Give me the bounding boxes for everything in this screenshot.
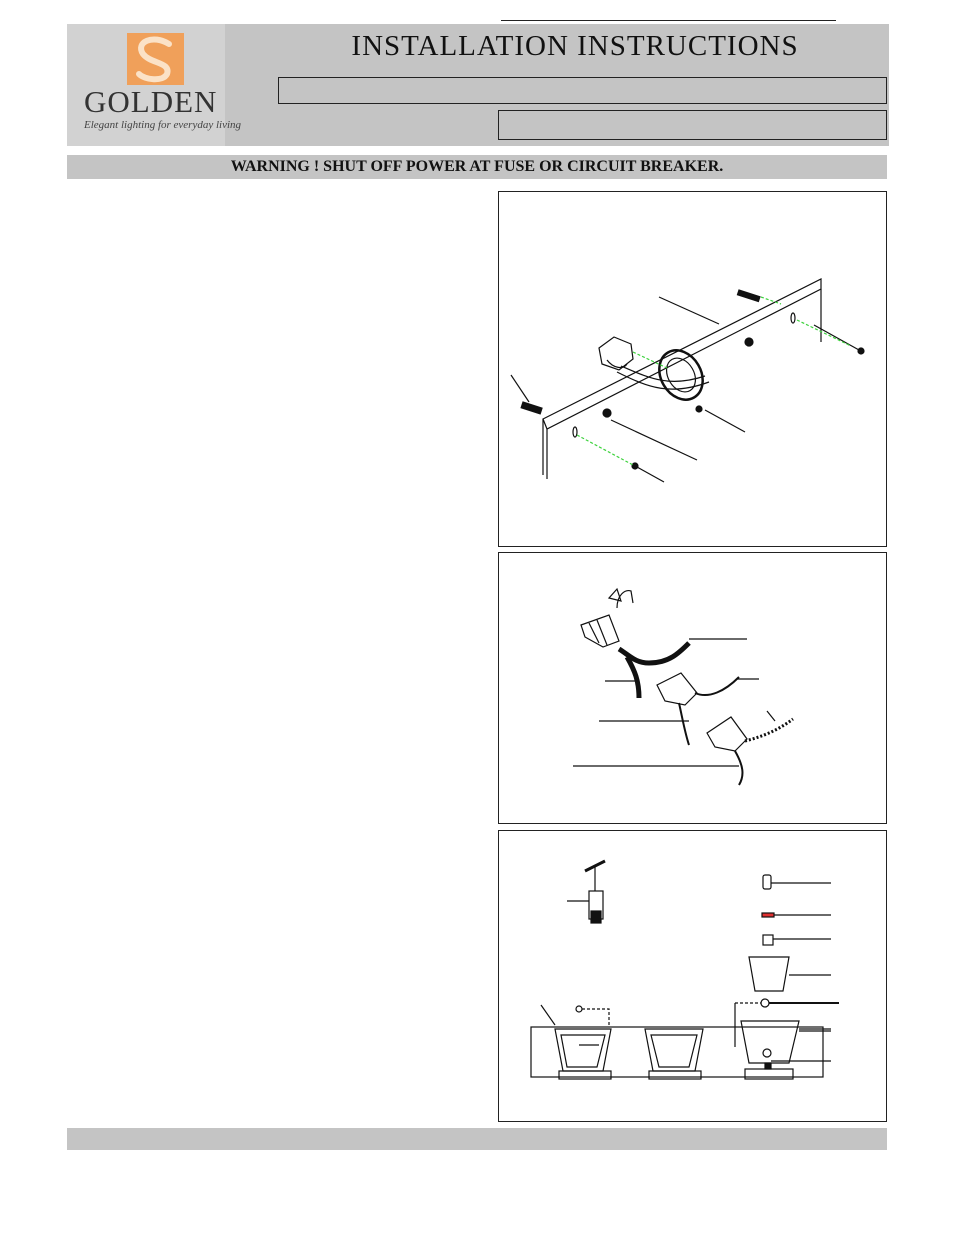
warning-banner: WARNING ! SHUT OFF POWER AT FUSE OR CIRCUIT BREAKER.: [67, 155, 887, 179]
brand-tagline: Elegant lighting for everyday living: [84, 119, 242, 131]
page-title: INSTALLATION INSTRUCTIONS: [351, 30, 799, 62]
top-rule: [501, 20, 836, 21]
wiring-diagram: [498, 552, 887, 824]
part-number-field: [498, 110, 887, 140]
mounting-diagram: [498, 191, 887, 547]
brand-name: GOLDEN: [84, 84, 218, 119]
twist-arrow-icon: [617, 591, 633, 608]
shade-assembly-diagram: [498, 830, 887, 1122]
model-field: [278, 77, 887, 104]
footer-bar: [67, 1128, 887, 1150]
